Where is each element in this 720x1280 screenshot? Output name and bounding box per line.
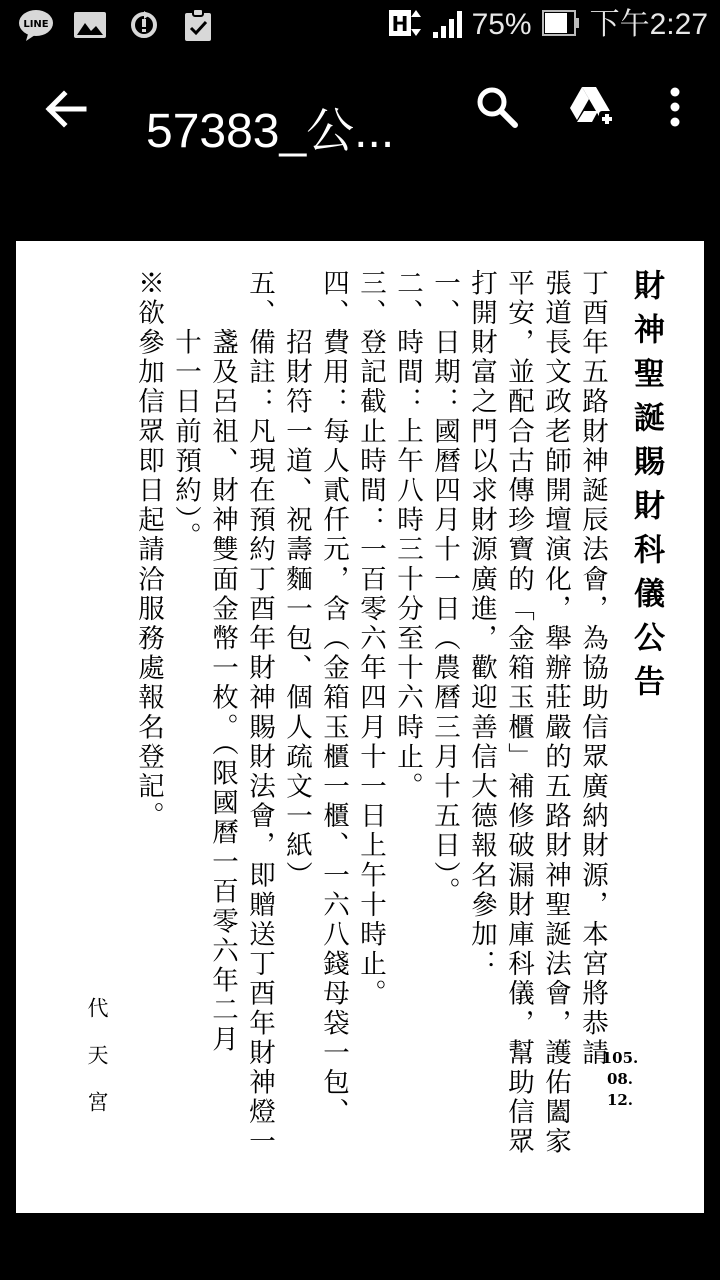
clipboard-check-icon: [180, 8, 216, 42]
item-line: 二、時間：上午八時三十分至十六時止。: [392, 269, 423, 802]
battery-percent: 75%: [471, 8, 532, 41]
hplus-signal-icon: [388, 6, 422, 44]
line-icon: [18, 8, 54, 42]
notice-date: [600, 1048, 640, 1111]
clock: 下午2:27: [589, 8, 708, 41]
item-line: 盞及呂祖、財神雙面金幣一枚。（限國曆一百零六年二月: [207, 269, 238, 1055]
date-part: 105.: [601, 1049, 639, 1067]
item-line: 三、登記截止時間：一百零六年四月十一日上午十時止。: [355, 269, 386, 1009]
search-icon[interactable]: [474, 84, 520, 130]
status-bar: [0, 0, 720, 50]
document-title: 57383_公...: [146, 105, 395, 158]
app-bar: [0, 50, 720, 200]
battery-icon: [542, 9, 580, 41]
item-line: 招財符一道、祝壽麵一包、個人疏文一紙）: [281, 269, 312, 891]
svg-text:H: H: [391, 12, 408, 36]
item-line: 十一日前預約）。: [170, 269, 201, 552]
sync-icon: [126, 8, 162, 42]
paragraph-line: 丁酉年五路財神誕辰法會，為協助信眾廣納財源，本宮將恭請: [577, 269, 608, 1069]
more-vert-icon[interactable]: [660, 82, 690, 132]
cell-signal-icon: [432, 6, 462, 44]
date-part: 08.: [606, 1070, 634, 1088]
photo-icon: [72, 8, 108, 42]
item-line: 一、日期：國曆四月十一日（農曆三月十五日）。: [429, 269, 460, 907]
notice-title: 財神聖誕賜財科儀公告: [628, 269, 664, 709]
date-part: 12.: [606, 1091, 634, 1109]
item-line: ※欲參加信眾即日起請洽服務處報名登記。: [133, 269, 164, 832]
item-line: 五、備註：凡現在預約丁酉年財神賜財法會，即贈送丁酉年財神燈一: [244, 269, 275, 1157]
document-text: [130, 269, 674, 1169]
drive-add-icon[interactable]: [566, 84, 616, 130]
paragraph-line: 打開財富之門以求財源廣進，歡迎善信大德報名參加：: [466, 269, 497, 980]
paragraph-line: 張道長文政老師開壇演化，舉辦莊嚴的五路財神聖誕法會，護佑闔家: [540, 269, 571, 1157]
document-page[interactable]: [16, 241, 704, 1213]
item-line: 四、費用：每人貳仟元，含（金箱玉櫃一櫃、一六八錢母袋一包、: [318, 269, 349, 1128]
back-arrow-icon[interactable]: [40, 84, 90, 134]
paragraph-line: 平安，並配合古傳珍寶的「金箱玉櫃」補修破漏財庫科儀，幫助信眾: [503, 269, 534, 1157]
temple-signature: 代天宮: [85, 997, 109, 1138]
svg-text:LINE: LINE: [23, 19, 49, 30]
